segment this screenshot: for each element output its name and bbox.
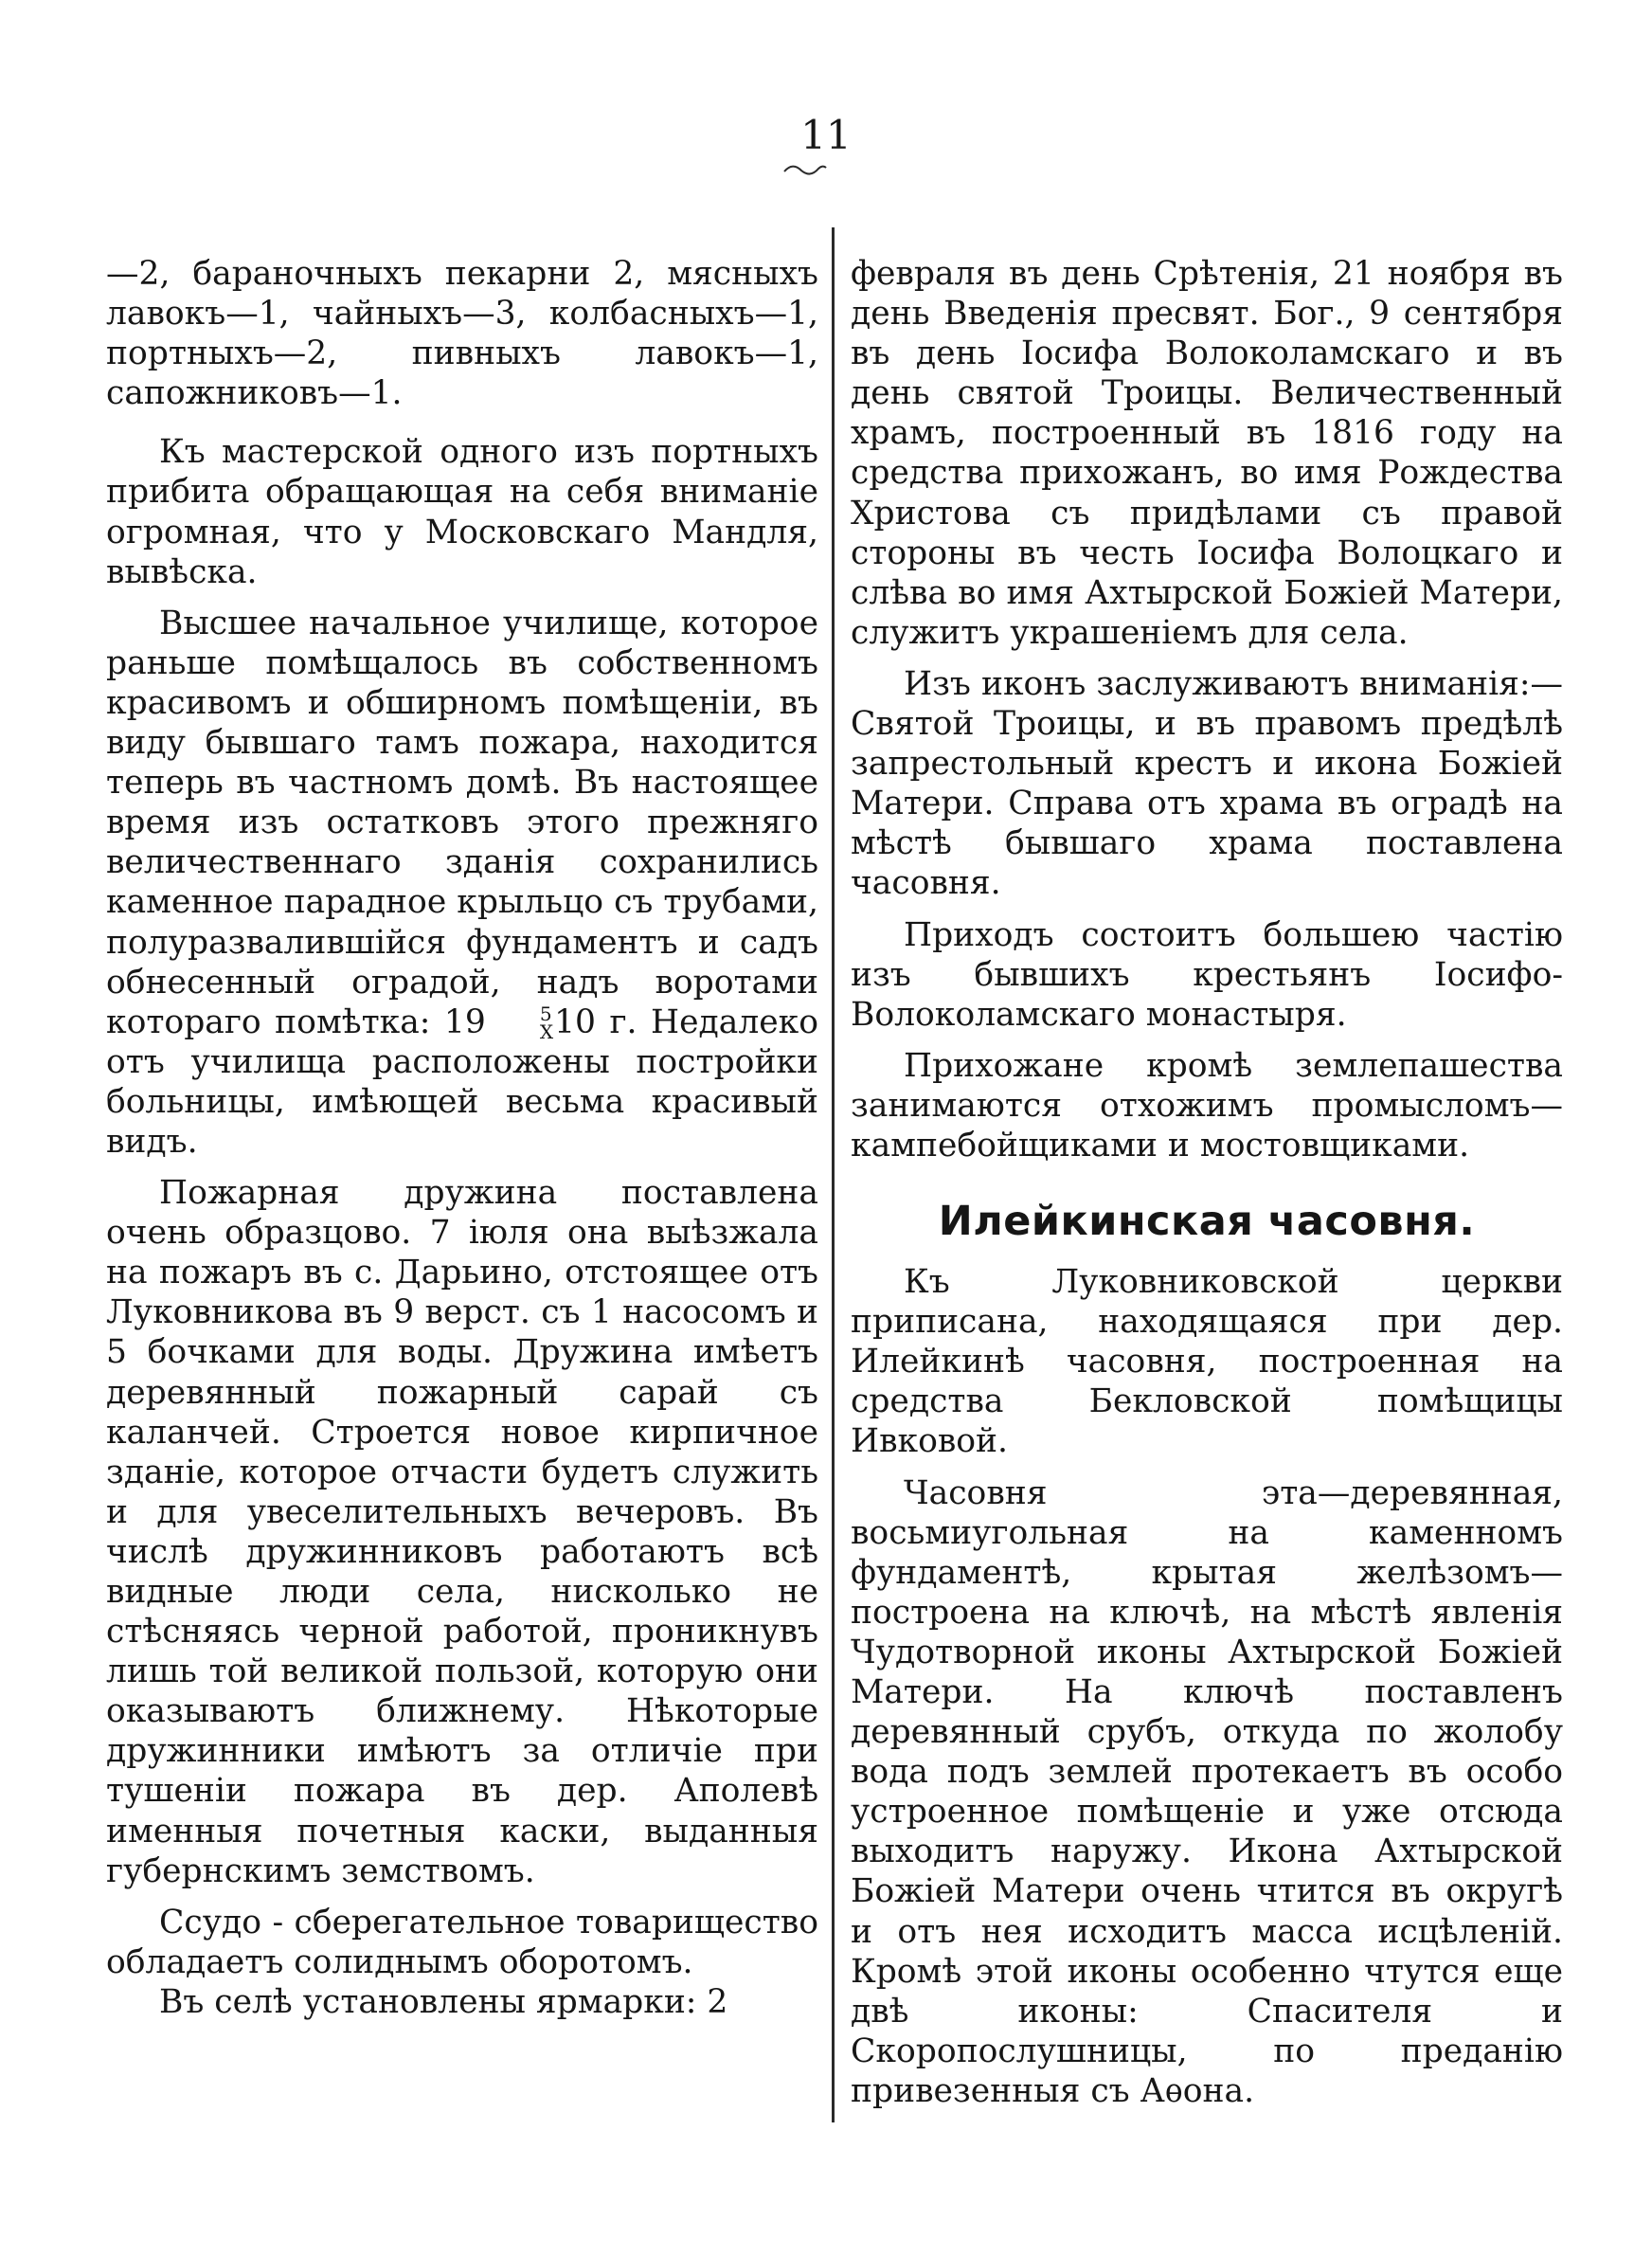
left-paragraph-4: Пожарная дружина поставлена очень образцово. 7 іюля она выѣзжала на пожаръ въ с. Дарьино, отстоящее отъ Луковникова въ 9 верст. съ 1 насосомъ и 5 бочками для воды. Дружина имѣетъ деревянный пожарный сарай съ каланчей. Строется новое кирпичное зданіе, которое отчасти будетъ служить и для увеселительныхъ вечеровъ. Въ числѣ дружинниковъ работаютъ всѣ видные люди села, нисколько не стѣсняясь черной работой, проникнувъ лишь той великой пользой, которую они оказываютъ ближнему. Нѣкоторые дружинники имѣютъ за отличіе при тушеніи пожара въ дер. Аполевѣ именныя почетныя каски, выданныя губернскимъ земствомъ. bbox=[106, 1174, 818, 1890]
left-paragraph-3-text-b: 10 г. Недалеко отъ училища расположены постройки больницы, имѣющей весьма красивый видъ. bbox=[106, 1002, 818, 1161]
date-fraction bbox=[487, 1002, 554, 1044]
right-paragraph-5: Къ Луковниковской церкви приписана, находящаяся при дер. Илейкинѣ часовня, построенная на средства Бекловской помѣщицы Ивковой. bbox=[851, 1263, 1563, 1461]
column-divider bbox=[832, 227, 835, 2122]
right-paragraph-1: февраля въ день Срѣтенія, 21 ноября въ день Введенія пресвят. Бог., 9 сентября въ день Іосифа Волоколамскаго и въ день святой Троицы. Величественный храмъ, построенный въ 1816 году на средства прихожанъ, во имя Рождества Христова съ придѣлами съ правой стороны въ честь Іосифа Волоцкаго и слѣва во имя Ахтырской Божіей Матери, служитъ украшеніемъ для села. bbox=[851, 255, 1563, 652]
left-column bbox=[106, 254, 818, 2022]
left-paragraph-3-text-a: Высшее начальное училище, которое раньше помѣщалось въ собственномъ красивомъ и обширномъ помѣщеніи, въ виду бывшаго тамъ пожара, находится теперь въ частномъ домѣ. Въ настоящее время изъ остатковъ этого прежняго величественнаго зданія сохранились каменное парадное крыльцо съ трубами, полуразвалившійся фундаментъ и садъ обнесенный оградой, надъ воротами котораго помѣтка: 19 bbox=[106, 604, 818, 1041]
right-paragraph-2: Изъ иконъ заслуживаютъ вниманія:—Святой Троицы, и въ правомъ предѣлѣ запрестольный крестъ и икона Божіей Матери. Справа отъ храма въ оградѣ на мѣстѣ бывшаго храма поставлена часовня. bbox=[851, 664, 1563, 903]
section-heading: Илейкинская часовня. bbox=[938, 1198, 1476, 1246]
right-paragraph-4: Прихожане кромѣ землепашества занимаются отхожимъ промысломъ—кампебойщиками и мостовщиками. bbox=[851, 1046, 1563, 1165]
right-paragraph-6: Часовня эта—деревянная, восьмиугольная на каменномъ фундаментѣ, крытая желѣзомъ—построена на ключѣ, на мѣстѣ явленія Чудотворной иконы Ахтырской Божіей Матери. На ключѣ поставленъ деревянный срубъ, откуда по жолобу вода подъ землей протекаетъ въ особо устроенное помѣщеніе и уже отсюда выходитъ наружу. Икона Ахтырской Божіей Матери очень чтится въ округѣ и отъ нея исходитъ масса исцѣленій. Кромѣ этой иконы особенно чтутся еще двѣ иконы: Спасителя и Скоропослушницы, по преданію привезенныя съ Аѳона. bbox=[851, 1473, 1563, 2110]
right-column bbox=[851, 254, 1563, 2111]
left-paragraph-2: Къ мастерской одного изъ портныхъ прибита обращающая на себя вниманіе огромная, что у Московскаго Мандля, вывѣска. bbox=[106, 433, 818, 591]
right-paragraph-3: Приходъ состоитъ большею частію изъ бывшихъ крестьянъ Іосифо-Волоколамскаго монастыря. bbox=[851, 915, 1563, 1034]
left-paragraph-3 bbox=[106, 604, 818, 1162]
left-paragraph-5: Ссудо - сберегательное товарищество обладаетъ солиднымъ оборотомъ. bbox=[106, 1903, 818, 1981]
page-number: 11 bbox=[800, 112, 852, 158]
ornament-flourish bbox=[782, 163, 828, 176]
date-fraction-top: 5 bbox=[539, 1002, 552, 1026]
left-paragraph-6: Въ селѣ установлены ярмарки: 2 bbox=[159, 1982, 728, 2021]
left-paragraph-1: —2, бараночныхъ пекарни 2, мясныхъ лавокъ—1, чайныхъ—3, колбасныхъ—1, портныхъ—2, пивныхъ лавокъ—1, сапожниковъ—1. bbox=[106, 255, 818, 413]
date-fraction-bottom: X bbox=[539, 1020, 554, 1044]
